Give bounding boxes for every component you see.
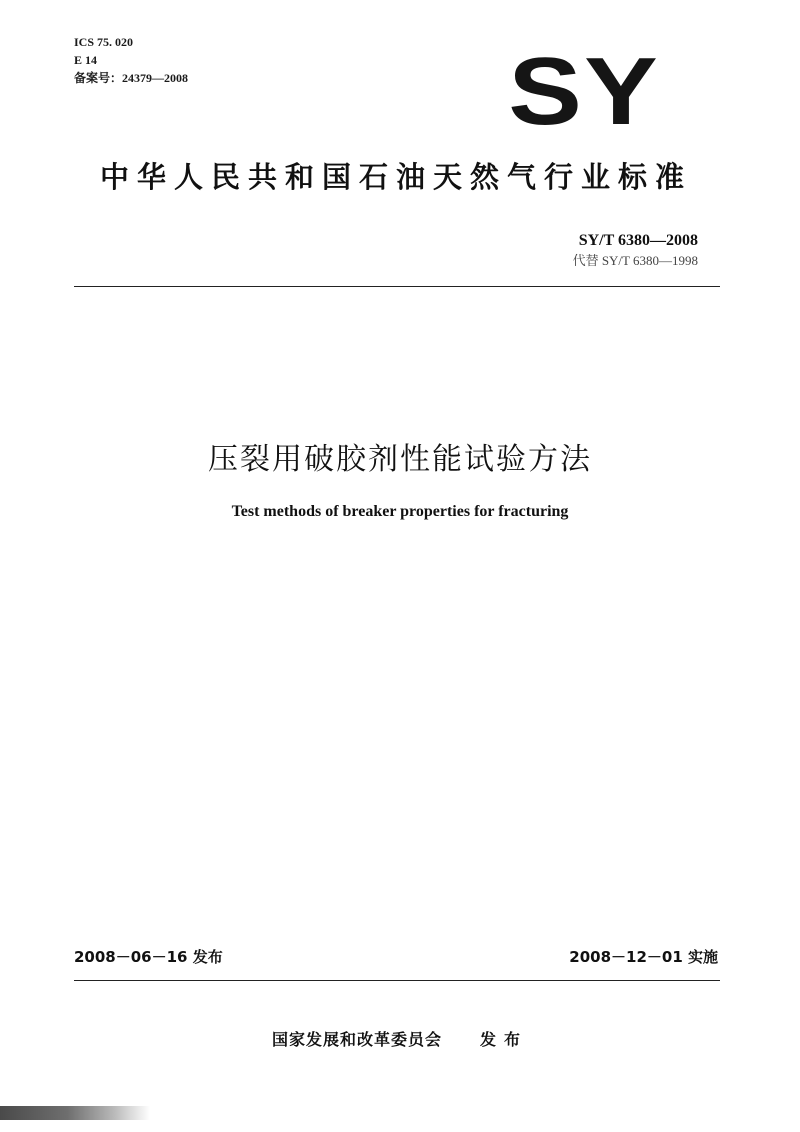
bottom-divider (74, 980, 720, 981)
standard-code: SY/T 6380—2008 (578, 232, 698, 249)
standard-code-block (573, 230, 698, 270)
implement-date: 2008－12－01 实施 (569, 948, 718, 966)
issuer-row (0, 1027, 800, 1050)
ics-code: ICS 75. 020 (74, 35, 134, 49)
replaces-code: 代替 SY/T 6380—1998 (572, 253, 698, 268)
issue-label: 发布 (480, 1030, 529, 1049)
document-title: 压裂用破胶剂性能试验方法 (208, 442, 592, 477)
classification-code: E 14 (74, 53, 98, 67)
top-divider (74, 286, 720, 287)
issuer-name: 国家发展和改革委员会 (271, 1030, 442, 1049)
sy-logo: SY (508, 38, 660, 145)
record-number: 备案号：24379—2008 (74, 71, 189, 85)
standard-category-title: 中华人民共和国石油天然气行业标准 (100, 160, 693, 194)
scan-artifact (0, 1106, 150, 1120)
publish-date: 2008－06－16 发布 (74, 948, 223, 966)
document-title-english: Test methods of breaker properties for fracturing (231, 503, 569, 520)
